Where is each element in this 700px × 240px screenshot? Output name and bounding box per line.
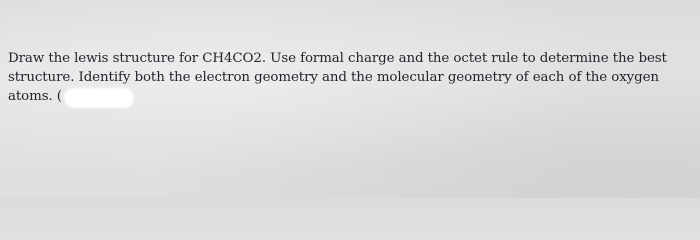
question-line-2: structure. Identify both the electron geometry and the molecular geometry of each of the oxygen [8, 70, 659, 85]
question-line-1: Draw the lewis structure for CH4CO2. Use formal charge and the octet rule to determine the best [8, 51, 667, 66]
question-line-3: atoms. ( [8, 89, 62, 104]
redaction-mark [64, 88, 134, 108]
